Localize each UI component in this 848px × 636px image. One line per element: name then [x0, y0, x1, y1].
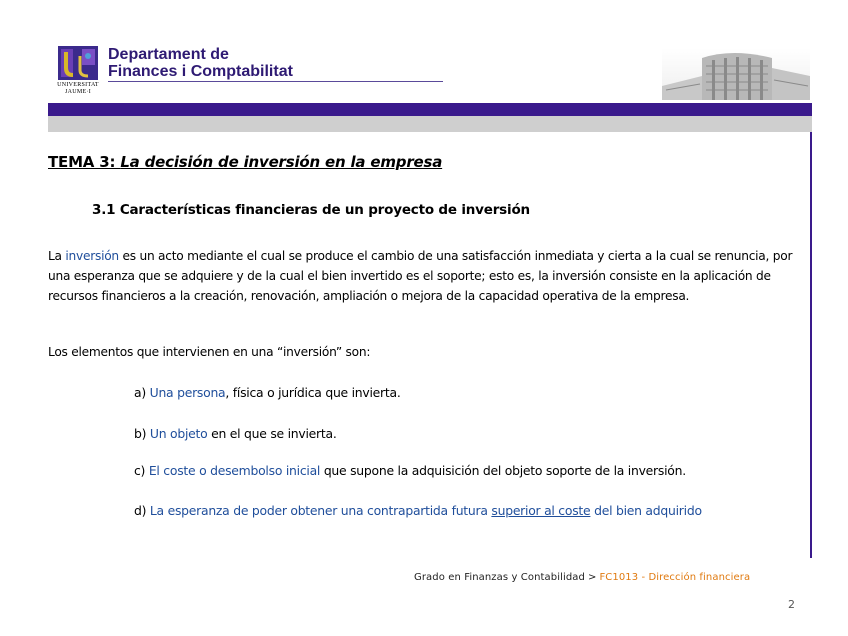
building-photo-icon [662, 48, 810, 100]
university-logo-icon [58, 46, 98, 80]
definition-paragraph: La inversión es un acto mediante el cual se produce el cambio de una satisfacción inmediata y cierta a la cual se renuncia, por una esperanza que se adquiere y de la cual el bien invertido es el soporte; esto es, la inversión consiste en la aplicación de recursos financieros a la creación, renovación, ampliación o mejora de la capacidad operativa de la empresa. [48, 249, 793, 303]
right-border-line [810, 132, 812, 558]
header-divider [108, 81, 443, 82]
elements-intro: Los elementos que intervienen en una “inversión” son: [48, 345, 371, 359]
slide-title: TEMA 3: La decisión de inversión en la empresa [48, 153, 443, 171]
dept-line-2: Finances i Comptabilitat [108, 63, 293, 80]
list-item: b) Un objeto en el que se invierta. [134, 426, 337, 441]
university-logo-text: UNIVERSITAT JAUME·I [57, 82, 99, 95]
header-band-gray [48, 116, 812, 132]
list-item: c) El coste o desembolso inicial que supone la adquisición del objeto soporte de la inversión. [134, 463, 686, 478]
list-item: d) La esperanza de poder obtener una contrapartida futura superior al coste del bien adquirido [134, 503, 702, 518]
keyword-inversion: inversión [65, 249, 119, 263]
section-heading: 3.1 Características financieras de un proyecto de inversión [92, 202, 530, 218]
department-name [108, 46, 293, 80]
footer-course-info: Grado en Finanzas y Contabilidad > FC1013 - Dirección financiera [414, 572, 751, 583]
page-number: 2 [788, 598, 795, 611]
header-band-purple [48, 103, 812, 116]
list-item: a) Una persona, física o jurídica que invierta. [134, 385, 401, 400]
dept-line-1: Departament de [108, 46, 229, 63]
